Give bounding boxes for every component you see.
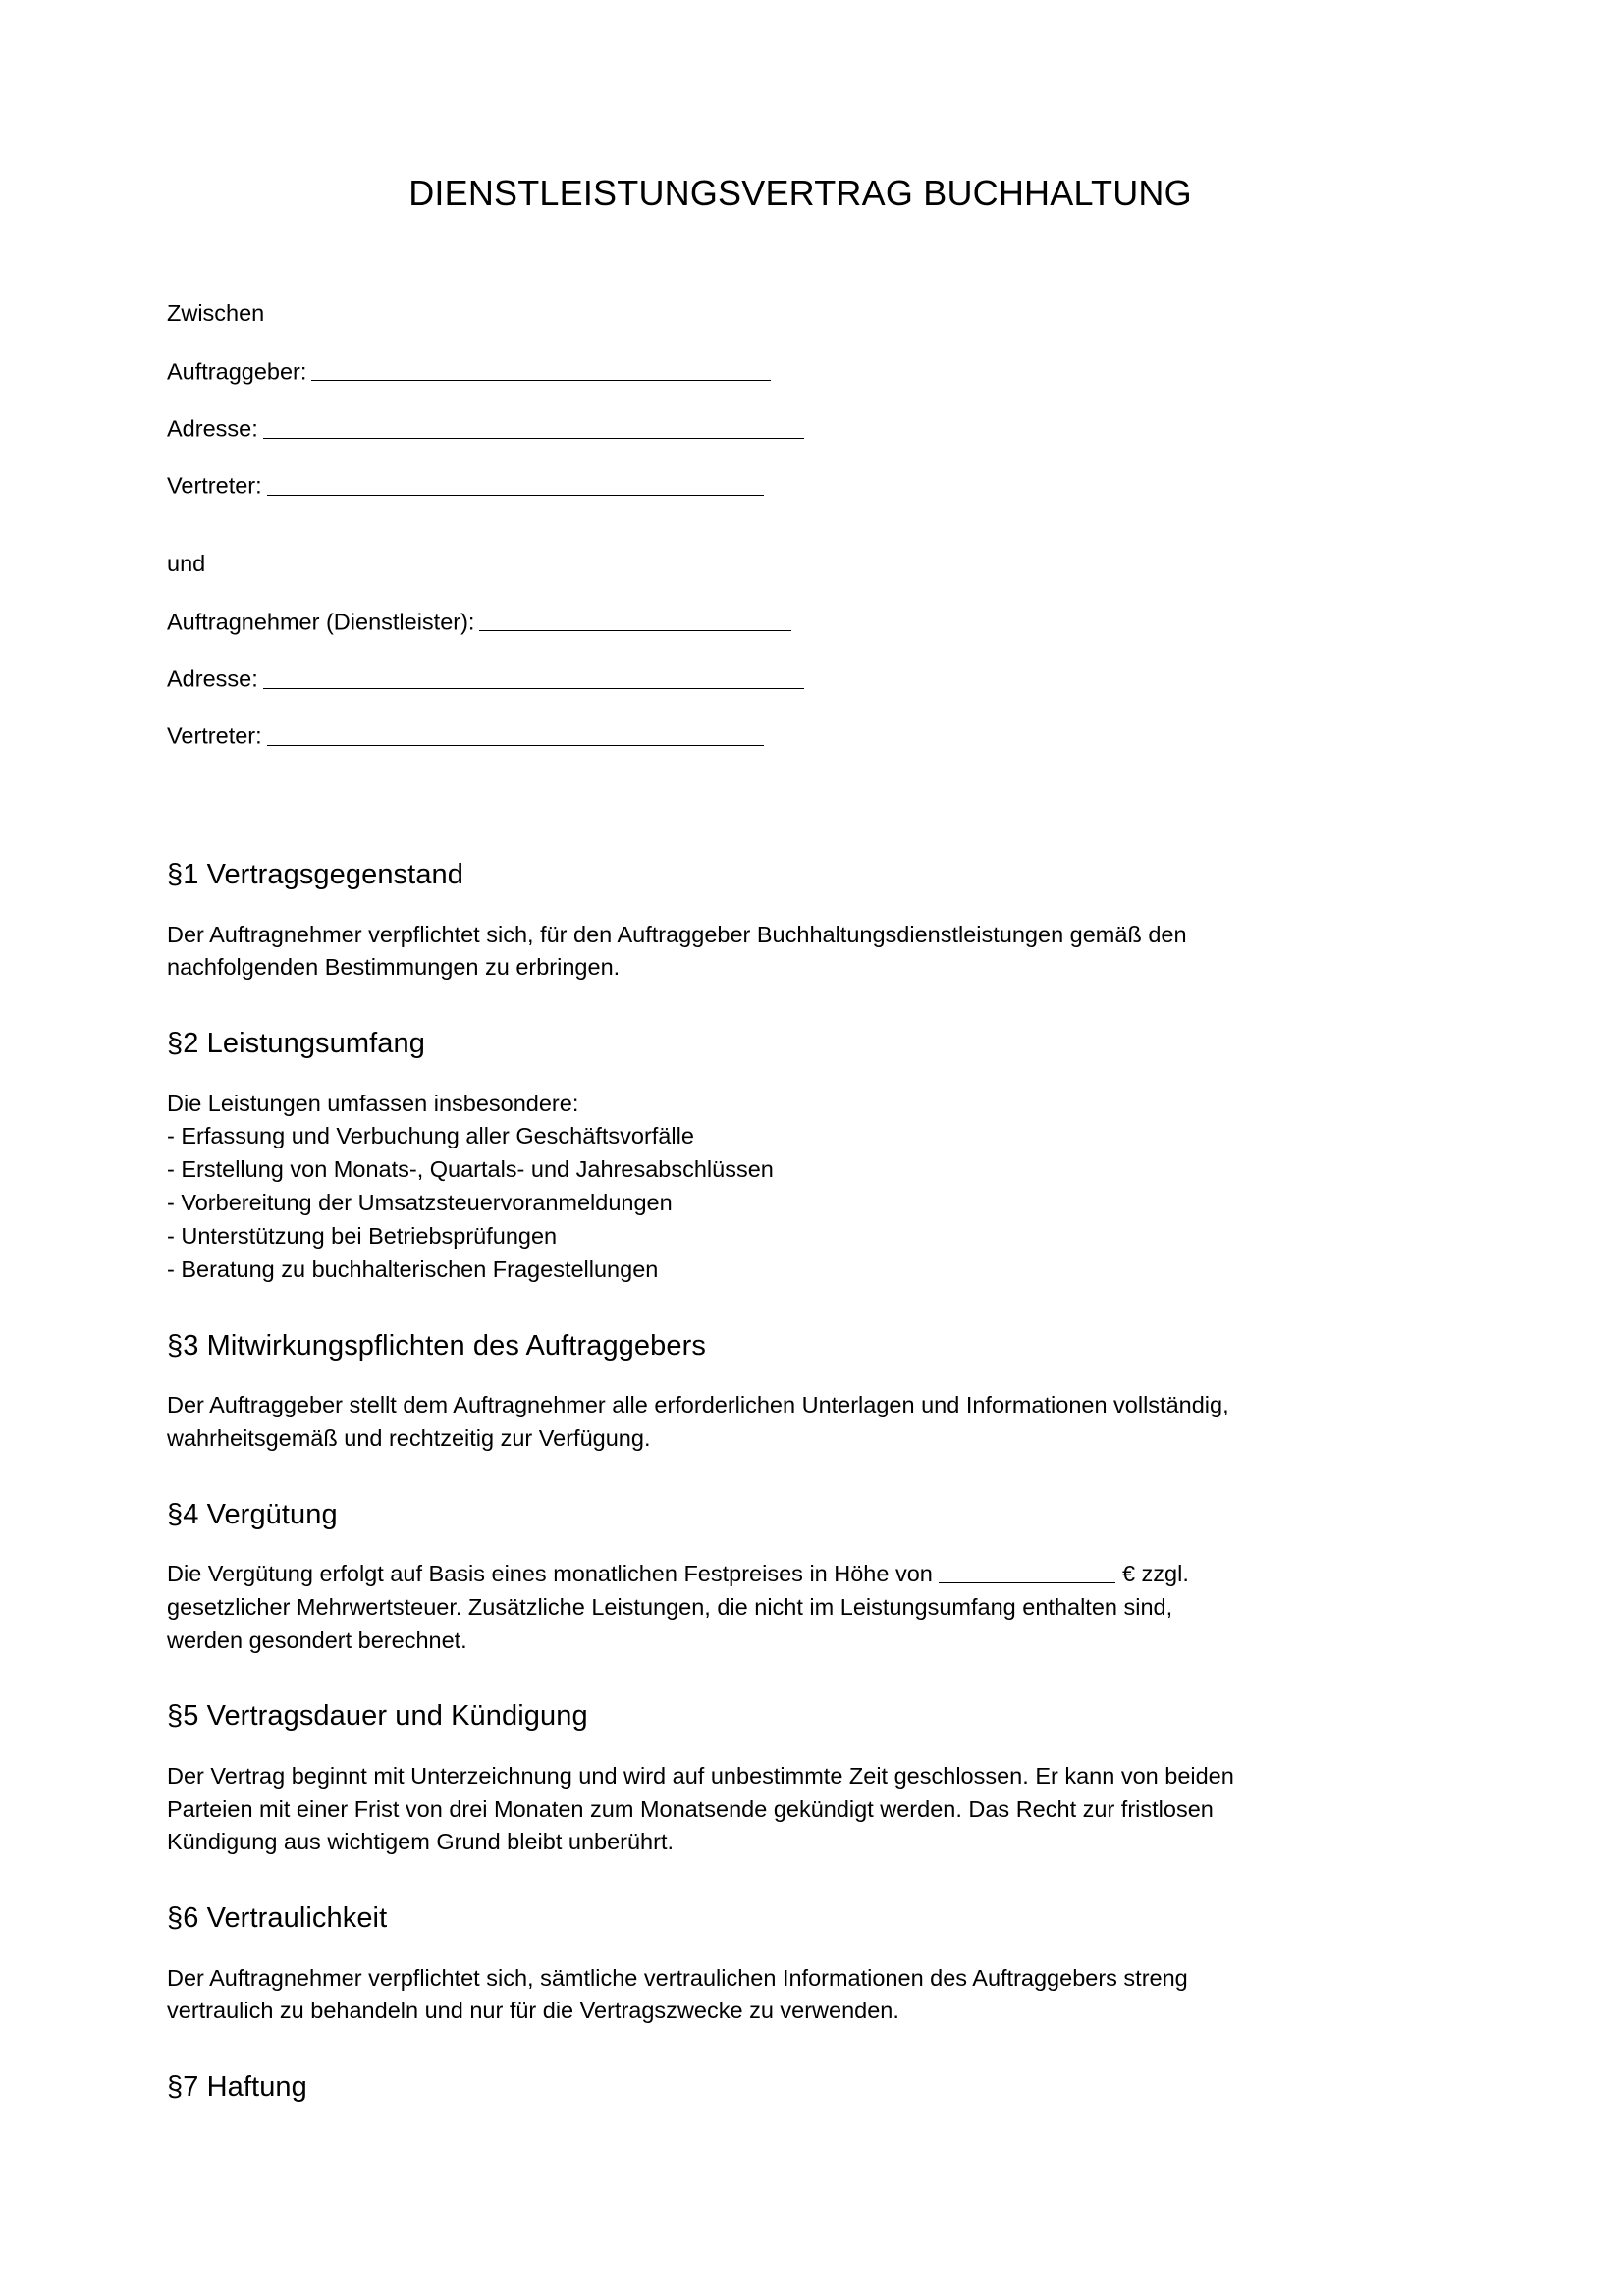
client-address-row <box>167 413 1434 441</box>
section-6 <box>167 1902 1434 2028</box>
section-7 <box>167 2071 1434 2104</box>
section-2-bullet: - Erfassung und Verbuchung aller Geschäftsvorfälle <box>167 1123 694 1149</box>
section-3 <box>167 1330 1434 1456</box>
section-6-line: vertraulich zu behandeln und nur für die Vertragszwecke zu verwenden. <box>167 1998 899 2024</box>
section-3-heading: §3 Mitwirkungspflichten des Auftraggebers <box>167 1329 706 1362</box>
section-7-heading: §7 Haftung <box>167 2071 307 2104</box>
spacer <box>167 1936 1434 1962</box>
fee-currency-suffix: € zzgl. <box>1121 1560 1189 1586</box>
section-2-bullet: - Unterstützung bei Betriebsprüfungen <box>167 1222 558 1249</box>
spacer <box>167 892 1434 919</box>
section-1-body <box>167 919 1434 986</box>
contractor-label: Auftragnehmer (Dienstleister): <box>167 609 475 635</box>
contractor-address-label: Adresse: <box>167 666 258 692</box>
spacer <box>167 1061 1434 1088</box>
section-1 <box>167 859 1434 985</box>
document-content <box>167 0 1434 2105</box>
section-5-line: Der Vertrag beginnt mit Unterzeichnung und wird auf unbestimmte Zeit geschlossen. Er kann von beiden <box>167 1762 1234 1789</box>
section-2 <box>167 1028 1434 1286</box>
section-6-heading: §6 Vertraulichkeit <box>167 1902 388 1935</box>
page-title: DIENSTLEISTUNGSVERTRAG BUCHHALTUNG <box>408 173 1192 213</box>
contractor-rep-label: Vertreter: <box>167 722 262 749</box>
contractor-input-blank[interactable] <box>479 607 791 632</box>
client-address-label: Adresse: <box>167 415 258 442</box>
spacer <box>167 2028 1434 2071</box>
contractor-row <box>167 607 1434 634</box>
section-1-heading: §1 Vertragsgegenstand <box>167 859 463 891</box>
client-input-blank[interactable] <box>311 356 771 382</box>
spacer <box>167 1734 1434 1760</box>
contractor-rep-input-blank[interactable] <box>267 721 764 746</box>
spacer <box>167 1362 1434 1389</box>
section-4-line: gesetzlicher Mehrwertsteuer. Zusätzliche Leistungen, die nicht im Leistungsumfang enthalten sind, <box>167 1593 1173 1620</box>
section-5-line: Kündigung aus wichtigem Grund bleibt unberührt. <box>167 1829 675 1855</box>
section-1-line: nachfolgenden Bestimmungen zu erbringen. <box>167 954 621 981</box>
spacer <box>167 1456 1434 1499</box>
section-2-body <box>167 1088 1434 1287</box>
section-4-body <box>167 1558 1434 1657</box>
section-1-line: Der Auftragnehmer verpflichtet sich, für den Auftraggeber Buchhaltungsdienstleistungen gemäß den <box>167 921 1187 947</box>
client-rep-input-blank[interactable] <box>267 470 764 496</box>
section-3-line: wahrheitsgemäß und rechtzeitig zur Verfügung. <box>167 1424 651 1451</box>
section-4-fee-text: Die Vergütung erfolgt auf Basis eines monatlichen Festpreises in Höhe von <box>167 1560 933 1586</box>
contractor-address-row <box>167 664 1434 691</box>
section-4-line-with-blank <box>167 1558 1434 1591</box>
parties-spacer <box>167 527 1434 553</box>
section-5-heading: §5 Vertragsdauer und Kündigung <box>167 1700 588 1733</box>
client-rep-row <box>167 470 1434 498</box>
spacer <box>167 1287 1434 1330</box>
section-5-body <box>167 1760 1434 1859</box>
spacer <box>167 985 1434 1028</box>
client-label: Auftraggeber: <box>167 358 307 385</box>
client-rep-label: Vertreter: <box>167 472 262 499</box>
client-row <box>167 356 1434 384</box>
section-6-body <box>167 1962 1434 2029</box>
parties-intro: Zwischen <box>167 300 265 327</box>
section-4 <box>167 1499 1434 1658</box>
section-3-body <box>167 1389 1434 1456</box>
section-2-intro: Die Leistungen umfassen insbesondere: <box>167 1090 579 1116</box>
spacer <box>167 1657 1434 1700</box>
spacer <box>167 1859 1434 1902</box>
parties-conjunction: und <box>167 551 206 577</box>
client-address-input-blank[interactable] <box>263 413 804 439</box>
contractor-rep-row <box>167 721 1434 748</box>
section-3-line: Der Auftraggeber stellt dem Auftragnehmer alle erforderlichen Unterlagen und Informationen vollständig, <box>167 1391 1229 1417</box>
parties-block <box>167 302 1434 748</box>
section-2-bullet: - Vorbereitung der Umsatzsteuervoranmeldungen <box>167 1190 673 1216</box>
spacer <box>167 777 1434 859</box>
section-4-heading: §4 Vergütung <box>167 1498 338 1530</box>
contractor-address-input-blank[interactable] <box>263 664 804 689</box>
section-6-line: Der Auftragnehmer verpflichtet sich, sämtliche vertraulichen Informationen des Auftraggebers streng <box>167 1964 1188 1991</box>
section-2-bullet: - Beratung zu buchhalterischen Fragestellungen <box>167 1255 659 1282</box>
section-2-bullet: - Erstellung von Monats-, Quartals- und Jahresabschlüssen <box>167 1156 774 1183</box>
fee-amount-input-blank[interactable] <box>939 1558 1115 1583</box>
section-2-heading: §2 Leistungsumfang <box>167 1028 425 1060</box>
section-5 <box>167 1700 1434 1859</box>
spacer <box>167 1531 1434 1558</box>
section-5-line: Parteien mit einer Frist von drei Monaten zum Monatsende gekündigt werden. Das Recht zur fristlosen <box>167 1795 1214 1822</box>
section-4-line: werden gesondert berechnet. <box>167 1627 467 1653</box>
